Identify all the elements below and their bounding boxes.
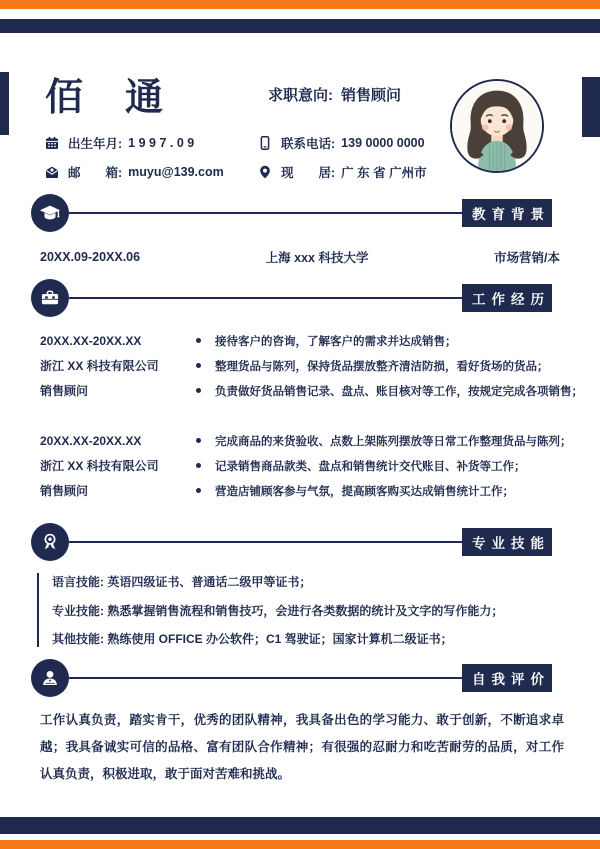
contact-label: 出生年月: — [68, 136, 123, 151]
contact-phone — [258, 128, 465, 157]
location-pin-icon — [258, 165, 272, 179]
job-title: 销售顾问 — [40, 484, 89, 498]
section-title: 教育背景 — [462, 199, 552, 227]
skills-list — [37, 573, 560, 647]
job-bullet: 记录销售商品款类、盘点和销售统计交代账目、补货等工作； — [196, 458, 572, 474]
contact-value: 1 9 9 7 . 0 9 — [128, 135, 195, 150]
contact-value: 139 0000 0000 — [341, 135, 425, 150]
job-bullet: 接待客户的咨询，了解客户的需求并达成销售； — [196, 333, 583, 349]
bullet-dot-icon — [196, 488, 201, 493]
right-accent-block — [582, 77, 600, 137]
section-divider-line — [69, 541, 462, 544]
contact-label: 联系电话: — [281, 136, 336, 151]
top-orange-bar — [0, 0, 600, 9]
job-date: 20XX.XX-20XX.XX — [40, 333, 142, 348]
job-bullet: 营造店铺顾客参与气氛，提高顾客购买达成销售统计工作； — [196, 483, 572, 499]
self-evaluation-text: 工作认真负责，踏实肯干，优秀的团队精神，我具备出色的学习能力、敢于创新，不断追求卓越；我具备诚实可信的品格、富有团队合作精神；有很强的忍耐力和吃苦耐劳的品质，对工作认真负责，积极进取，敢于面对苦难和挑战。 — [40, 713, 564, 781]
contact-value: 广 东 省 广州市 — [341, 165, 427, 180]
skill-item: 专业技能: 熟悉掌握销售流程和销售技巧，会进行各类数据的统计及文字的写作能力； — [52, 603, 504, 618]
education-section-header — [31, 194, 552, 232]
self-evaluation-section-header — [31, 659, 552, 697]
medal-icon — [31, 523, 69, 561]
contact-email — [45, 157, 258, 186]
contact-label: 现 居: — [281, 165, 336, 180]
skill-item: 语言技能: 英语四级证书、普通话二级甲等证书； — [52, 575, 312, 589]
job-bullet: 负责做好货品销售记录、盘点、账目核对等工作，按规定完成各项销售； — [196, 383, 583, 399]
briefcase-icon — [31, 279, 69, 317]
person-icon — [31, 659, 69, 697]
contact-birth — [45, 128, 258, 157]
candidate-name: 佰 通 — [45, 77, 166, 119]
work-entry-2 — [40, 428, 572, 503]
bottom-orange-bar — [0, 840, 600, 849]
contact-residence — [258, 157, 465, 186]
education-major: 市场营销/本 — [494, 251, 560, 265]
job-intent-value: 销售顾问 — [341, 87, 402, 104]
job-title: 销售顾问 — [40, 384, 89, 398]
top-navy-bar — [0, 19, 600, 33]
job-company: 浙江 XX 科技有限公司 — [40, 359, 159, 373]
calendar-icon — [45, 136, 59, 150]
work-entry-1 — [40, 328, 583, 403]
job-bullet: 完成商品的来货验收、点数上架陈列摆放等日常工作整理货品与陈列； — [196, 433, 572, 449]
section-divider-line — [69, 677, 462, 680]
education-entry — [40, 248, 560, 266]
skills-section-header — [31, 523, 552, 561]
job-date: 20XX.XX-20XX.XX — [40, 433, 142, 448]
job-intent — [268, 84, 401, 105]
work-section-header — [31, 279, 552, 317]
phone-icon — [258, 136, 272, 150]
section-title: 专业技能 — [462, 528, 552, 556]
education-date: 20XX.09-20XX.06 — [40, 250, 141, 264]
bullet-dot-icon — [196, 463, 201, 468]
contact-label: 邮 箱: — [68, 165, 123, 180]
section-divider-line — [69, 297, 462, 300]
contact-value: muyu@139.com — [128, 164, 224, 179]
bullet-dot-icon — [196, 338, 201, 343]
job-company: 浙江 XX 科技有限公司 — [40, 459, 159, 473]
envelope-icon — [45, 165, 59, 179]
education-school: 上海 xxx 科技大学 — [265, 251, 369, 265]
bullet-dot-icon — [196, 363, 201, 368]
woman-portrait-illustration — [452, 81, 542, 171]
skill-item: 其他技能: 熟练使用 OFFICE 办公软件；C1 驾驶证；国家计算机二级证书； — [52, 632, 453, 646]
bullet-dot-icon — [196, 388, 201, 393]
graduation-cap-icon — [31, 194, 69, 232]
contact-grid — [45, 128, 465, 186]
job-intent-label: 求职意向: — [268, 87, 333, 104]
section-divider-line — [69, 212, 462, 215]
section-title: 自我评价 — [462, 664, 552, 692]
section-title: 工作经历 — [462, 284, 552, 312]
left-accent-block — [0, 72, 9, 135]
bullet-dot-icon — [196, 438, 201, 443]
job-bullet: 整理货品与陈列，保持货品摆放整齐清洁防损，看好货场的货品； — [196, 358, 583, 374]
bottom-navy-bar — [0, 817, 600, 834]
